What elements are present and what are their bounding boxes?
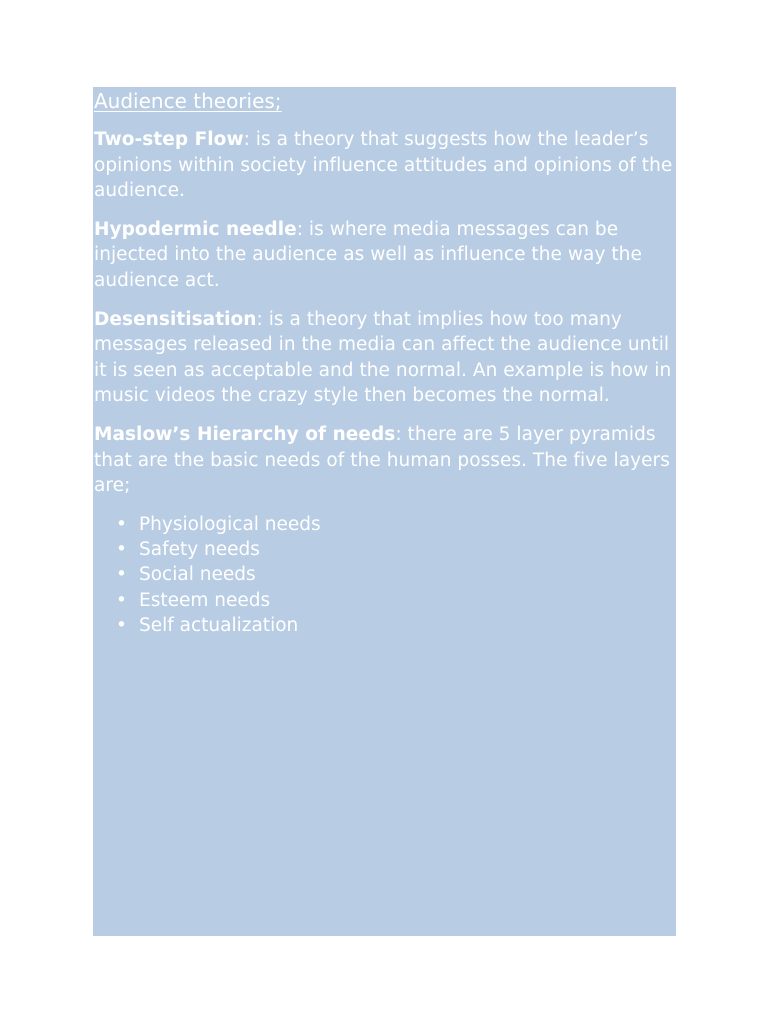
term-two-step-flow: Two-step Flow: [94, 129, 244, 150]
bullet-icon: •: [116, 589, 127, 611]
paragraph-two-step-flow: [94, 127, 676, 204]
bullet-icon: •: [116, 564, 127, 586]
list-item: [94, 613, 676, 638]
list-item-label: Physiological needs: [139, 513, 321, 535]
list-item-label: Social needs: [139, 564, 256, 586]
definition-hypodermic-needle: : is where media messages can be injected into the audience as well as influence the way the audience act.: [94, 218, 642, 291]
list-item: [94, 512, 676, 537]
list-item: [94, 562, 676, 587]
definition-two-step-flow: : is a theory that suggests how the leader’s opinions within society influence attitudes and opinions of the audience.: [94, 129, 673, 202]
bullet-icon: •: [116, 614, 127, 636]
term-hypodermic-needle: Hypodermic needle: [94, 218, 297, 240]
list-item-label: Self actualization: [139, 614, 299, 636]
definition-desensitisation: : is a theory that implies how too many messages released in the media can affect the audience until it is seen as acceptable and the normal. An example is how in music videos the crazy style then becomes the normal.: [94, 308, 672, 407]
list-item-label: Safety needs: [139, 539, 260, 561]
list-item: [94, 537, 676, 562]
bullet-icon: •: [116, 513, 127, 535]
list-item-label: Esteem needs: [139, 589, 271, 611]
document-heading: Audience theories;: [94, 89, 282, 113]
definition-maslow: : there are 5 layer pyramids that are the basic needs of the human posses. The five layers are;: [94, 423, 670, 497]
needs-list: [94, 512, 676, 638]
content-panel: [93, 87, 676, 936]
bullet-icon: •: [116, 539, 127, 561]
paragraph-hypodermic-needle: [94, 217, 676, 294]
paragraph-desensitisation: [94, 307, 676, 409]
term-maslow: Maslow’s Hierarchy of needs: [94, 423, 396, 445]
term-desensitisation: Desensitisation: [94, 308, 257, 330]
paragraph-maslow: [94, 422, 676, 499]
list-item: [94, 588, 676, 613]
